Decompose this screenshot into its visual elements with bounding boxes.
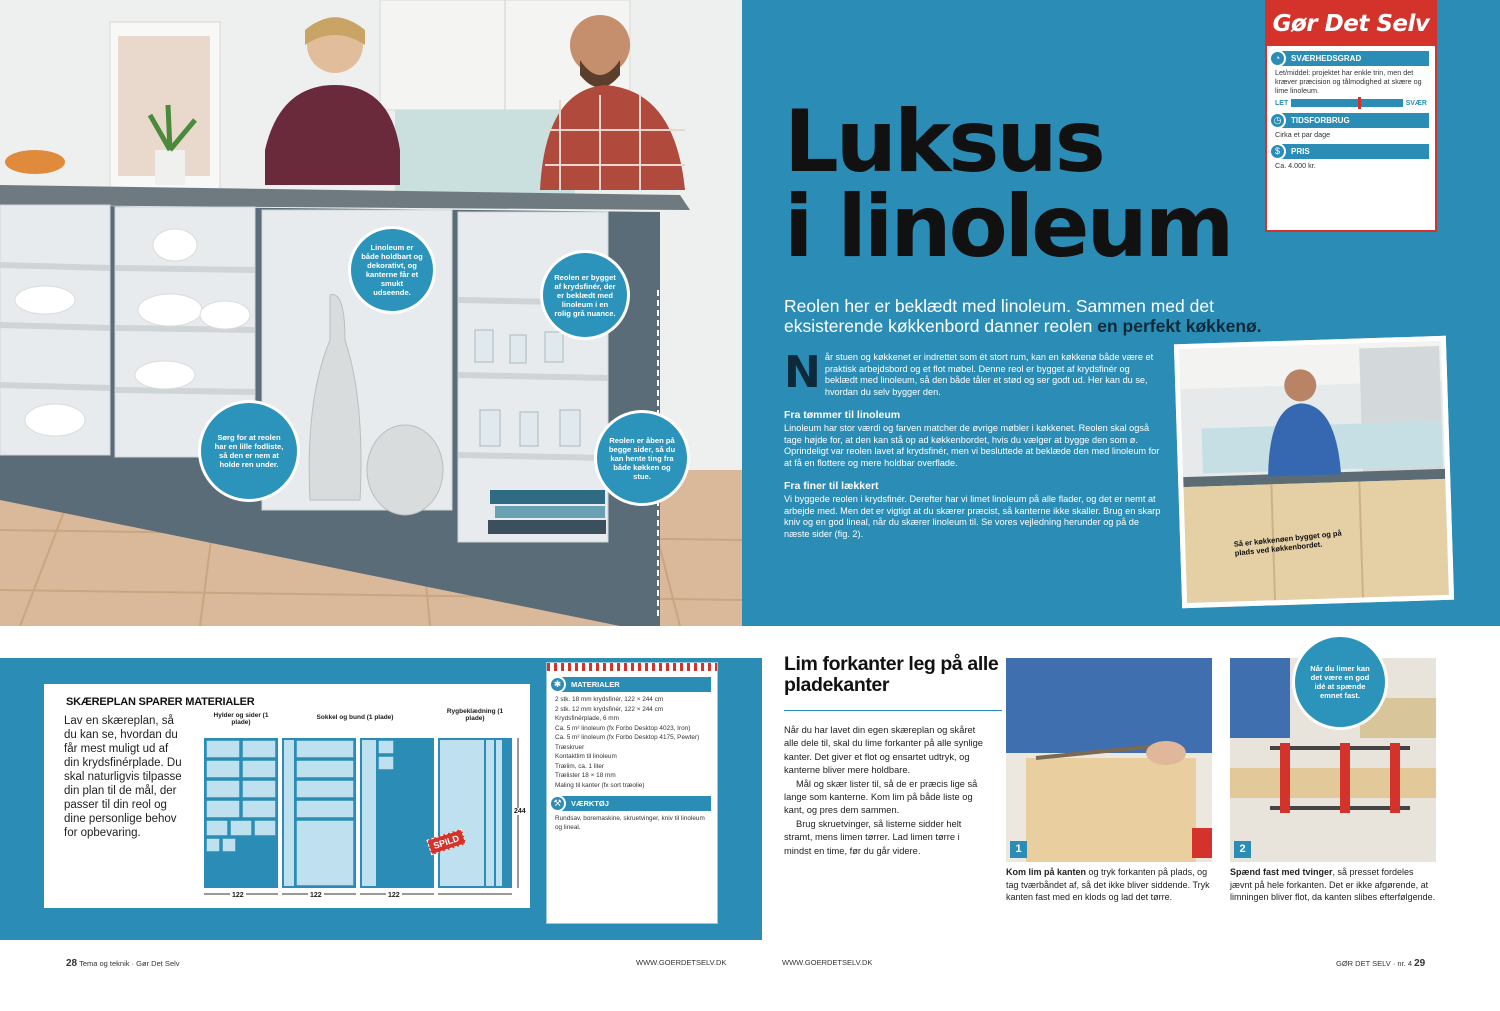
- difficulty-bar: [1291, 99, 1402, 107]
- materials-list-item: Maling til kanter (fx sort træolie): [555, 781, 645, 789]
- step-2-number: 2: [1234, 841, 1251, 858]
- section-text-2: Vi byggede reolen i krydsfinér. Derefter har vi limet linoleum på alle flader, og det er nemt at arbejde med. Men det er vigtigt at du skærer præcist, så kanterne ikke skaller. Brug en skarp kniv og en god lineal, når du skærer linoleum til. Se vores vejledning herunder og på de næste sider (fig. 2).: [784, 493, 1161, 539]
- footer-left: [66, 958, 180, 969]
- section-heading-2: Fra finer til lækkert: [784, 480, 879, 493]
- footer-right-url: WWW.GOERDETSELV.DK: [782, 958, 873, 967]
- cutplan-dim-1: 122: [232, 892, 244, 899]
- materials-list-item: Krydsfinérplade, 6 mm: [555, 715, 619, 722]
- section-text-1: Linoleum har stor værdi og farven matcher de øvrige møbler i køkkenet. Reolen skal også tage højde for, at den kan stå op ad køkkenbordet, hvis du vælger at bygge den som ø. Oprindeligt var reolen lavet af krydsfinér, men vi besluttede at beklæde den med linoleum for at få en flottere og mere holdbar overflade.: [784, 422, 1160, 468]
- cutplan-dim-2: 122: [310, 892, 322, 899]
- cutplan-dim-4: 244: [514, 808, 526, 815]
- subheading-text: Reolen her er beklædt med linoleum. Sammen med det eksisterende køkkenbord danner reolen: [784, 296, 1214, 336]
- time-heading: ◷ TIDSFORBRUG: [1273, 113, 1429, 128]
- step-1-caption-bold: Kom lim på kanten: [1006, 867, 1087, 877]
- page-headline: [784, 92, 1264, 277]
- step-paragraph-3: Brug skruetvinger, så listerne sidder helt stramt, mens limen tørrer. Lad limen tørre i mindst en time, før du går videre.: [784, 818, 962, 856]
- callout-plywood: Reolen er bygget af krydsfinér, der er beklædt med linoleum i en rolig grå nuance.: [540, 250, 630, 340]
- page-number-right: 29: [1414, 958, 1426, 969]
- subheading: [784, 296, 1304, 336]
- scale-high-label: SVÆR: [1405, 99, 1427, 107]
- tools-icon: ✱: [549, 676, 566, 693]
- materials-heading: ✱ MATERIALER: [553, 677, 711, 692]
- step-heading: Lim forkanter leg på alle pladekanter: [784, 653, 999, 696]
- tools-text: Rundsav, boremaskine, skruetvinger, kniv til linoleum og lineal.: [555, 815, 705, 831]
- price-text: Ca. 4.000 kr.: [1275, 161, 1316, 170]
- cutplan-dim-3: 122: [388, 892, 400, 899]
- drop-cap: N: [784, 347, 821, 398]
- footer-left-text: Tema og teknik · Gør Det Selv: [79, 959, 180, 968]
- hammer-icon: ⚒: [549, 795, 566, 812]
- kitchen-island-photo: [0, 0, 742, 626]
- materials-list-item: Træskruer: [555, 743, 585, 751]
- scale-low-label: LET: [1275, 99, 1289, 107]
- intro-body: [784, 347, 1164, 540]
- page-number-left: 28: [66, 958, 78, 969]
- materials-list-item: Ca. 5 m² linoleum (fx Forbo Desktop 4023, Iron): [555, 724, 691, 732]
- step-1-photo: [1006, 658, 1212, 862]
- headline-line-2: i linoleum: [784, 177, 1232, 277]
- project-info-box: [1265, 0, 1437, 232]
- heading-rule: [784, 710, 1002, 711]
- materials-list-item: Kontaktlim til linoleum: [555, 753, 617, 760]
- difficulty-heading: ◔ SVÆRHEDSGRAD: [1273, 51, 1429, 66]
- tools-heading: ⚒ VÆRKTØJ: [553, 796, 711, 811]
- footer-left-url: WWW.GOERDETSELV.DK: [636, 958, 727, 967]
- time-text: Cirka et par dage: [1275, 130, 1331, 139]
- cutting-plan-text: Lav en skæreplan, så du kan se, hvordan du får mest muligt ud af din krydsfinérplade. Du skal naturligvis tilpasse din plan til de mål, der passer til din reol og dine personlige behov for opbevaring.: [64, 715, 182, 839]
- callout-linoleum: Linoleum er både holdbart og dekorativt, og kanterne får et smukt udseende.: [348, 226, 436, 314]
- waste-stamp: SPILD: [426, 829, 466, 856]
- difficulty-icon: ◔: [1269, 50, 1286, 67]
- step-paragraph-2: Mål og skær lister til, så de er præcis lige så lange som kanterne. Kom lim på både liste og kant, og pres dem sammen.: [784, 778, 978, 816]
- step-2-caption: [1230, 866, 1436, 904]
- subheading-bold: en perfekt køkkenø.: [1097, 316, 1262, 336]
- magazine-badge: Gør Det Selv: [1267, 2, 1435, 46]
- difficulty-text: Let/middel: projektet har enkle trin, men det kræver præcision og tålmodighed at skære og lime linoleum.: [1275, 68, 1422, 95]
- materials-box: [546, 662, 718, 924]
- difficulty-scale: [1275, 98, 1427, 108]
- step-2-caption-text: , så presset fordeles jævnt på hele forkanten. Det er ikke afgørende, at limningen bliver flot, da kanten slibes efterfølgende.: [1230, 867, 1436, 903]
- materials-list-item: 2 stk. 18 mm krydsfinér, 122 × 244 cm: [555, 696, 664, 703]
- coin-icon: $: [1269, 143, 1286, 160]
- materials-list: [555, 695, 709, 790]
- price-heading: $ PRIS: [1273, 144, 1429, 159]
- cutplan-col2-label: Sokkel og bund (1 plade): [316, 714, 394, 721]
- cutting-plan-title: SKÆREPLAN SPARER MATERIALER: [66, 696, 255, 708]
- step-2-caption-bold: Spænd fast med tvinger: [1230, 867, 1333, 877]
- materials-list-item: Trælim, ca. 1 liter: [555, 762, 605, 770]
- builder-photo: [1174, 336, 1454, 608]
- materials-list-item: Trælister 18 × 18 mm: [555, 772, 616, 779]
- callout-clamp: Når du limer kan det være en god idé at spænde emnet fast.: [1292, 634, 1388, 730]
- cutplan-col3-label: Rygbeklædning (1 plade): [446, 708, 504, 722]
- materials-list-item: Ca. 5 m² linoleum (fx Forbo Desktop 4175, Pewter): [555, 734, 700, 741]
- builder-photo-caption: Så er køkkenøen bygget og på plads ved køkkenbordet.: [1233, 528, 1343, 558]
- intro-text: år stuen og køkkenet er indrettet som ét stort rum, kan en køkkenø både være et praktisk arbejdsbord og et flot møbel. Denne reol er bygget af krydsfinér og beklædt med linoleum, så den både tåler et stød og ser godt ud. Her kan du se, hvordan du selv bygger den.: [824, 352, 1154, 397]
- materials-border: [547, 663, 717, 671]
- clock-icon: ◷: [1269, 112, 1286, 129]
- materials-list-item: 2 stk. 12 mm krydsfinér, 122 × 244 cm: [555, 705, 664, 713]
- step-1-number: 1: [1010, 841, 1027, 858]
- step-1-caption-text: og tryk forkanten på plads, og tag tværbåndet af, så det ikke bliver siddende. Tryk kanten fast med en klods og lad det tørre.: [1006, 867, 1210, 903]
- cutplan-col1-label: Hylder og sider (1 plade): [213, 712, 269, 726]
- footer-right: [1336, 958, 1425, 969]
- step-body: [784, 724, 984, 858]
- headline-line-1: Luksus: [784, 92, 1103, 192]
- callout-open-sides: Reolen er åben på begge sider, så du kan hente ting fra både køkken og stue.: [594, 410, 690, 506]
- difficulty-marker: [1358, 97, 1361, 109]
- section-heading-1: Fra tømmer til linoleum: [784, 409, 901, 422]
- footer-right-text: GØR DET SELV · nr. 4: [1336, 959, 1412, 968]
- callout-plinth: Sørg for at reolen har en lille fodliste, så den er nem at holde ren under.: [198, 400, 300, 502]
- step-1-caption: [1006, 866, 1212, 904]
- step-paragraph-1: Når du har lavet din egen skæreplan og skåret alle dele til, skal du lime forkanter på alle synlige kanter. Det giver et flot og ensartet udtryk, og kanterne bliver mere holdbare.: [784, 725, 983, 776]
